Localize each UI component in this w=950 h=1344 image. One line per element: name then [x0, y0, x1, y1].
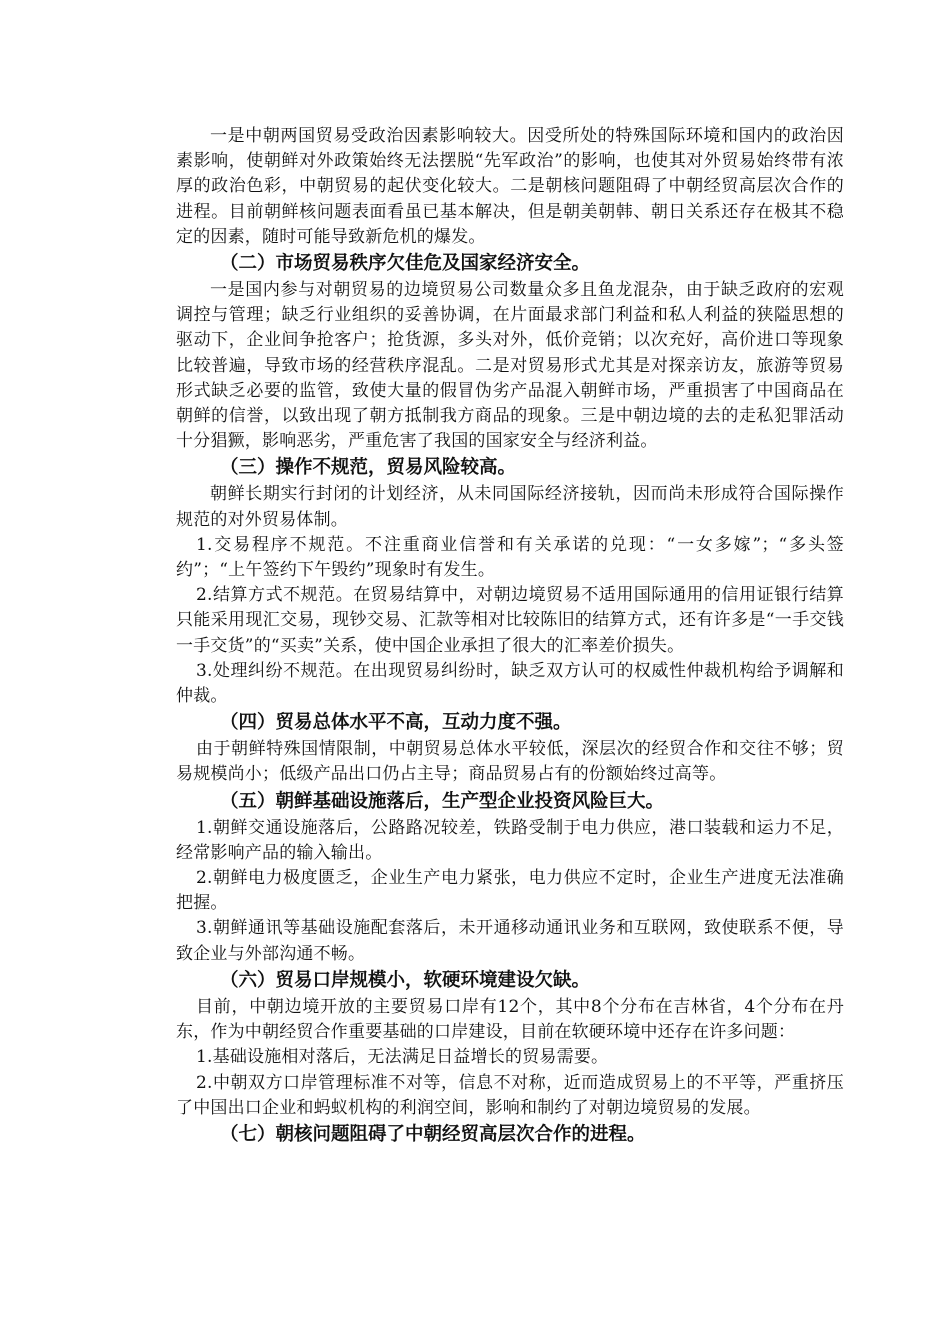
paragraph-ports: 目前，中朝边境开放的主要贸易口岸有12个，其中8个分布在吉林省，4个分布在丹东，作为中朝经贸合作重要基础的口岸建设，目前在软硬环境中还存在许多问题： [176, 996, 844, 1043]
heading-6-ports: （六）贸易口岸规模小，软硬环境建设欠缺。 [220, 969, 591, 991]
list-item-settlement: 2.结算方式不规范。在贸易结算中，对朝边境贸易不适用国际通用的信用证银行结算只能采用现汇交易，现钞交易、汇款等相对比较陈旧的结算方式，还有许多是“一手交钱一手交货”的“买卖”关系，使中国企业承担了很大的汇率差价损失。 [176, 585, 844, 656]
paragraph-market-order: 一是国内参与对朝贸易的边境贸易公司数量众多且鱼龙混杂，由于缺乏政府的宏观调控与管理；缺乏行业组织的妥善协调，在片面最求部门利益和私人利益的狭隘思想的驱动下，企业间争抢客户；抢货源，多头对外，低价竞销；以次充好，高价进口等现象比较普遍，导致市场的经营秩序混乱。二是对贸易形式尤其是对探亲访友，旅游等贸易形式缺乏必要的监管，致使大量的假冒伪劣产品混入朝鲜市场，严重损害了中国商品在朝鲜的信誉，以致出现了朝方抵制我方商品的现象。三是中朝边境的去的走私犯罪活动十分猖獗，影响恶劣，严重危害了我国的国家安全与经济利益。 [176, 280, 844, 452]
list-item-transport: 1.朝鲜交通设施落后，公路路况较差，铁路受制于电力供应，港口装载和运力不足，经常影响产品的输入输出。 [176, 817, 844, 863]
heading-3-operation: （三）操作不规范，贸易风险较高。 [220, 457, 517, 479]
paragraph-political-factors: 一是中朝两国贸易受政治因素影响较大。因受所处的特殊国际环境和国内的政治因素影响，使朝鲜对外政策始终无法摆脱“先军政治”的影响，也使其对外贸易始终带有浓厚的政治色彩，中朝贸易的起伏变化较大。二是朝核问题阻碍了中朝经贸高层次合作的进程。目前朝鲜核问题表面看虽已基本解决，但是朝美朝韩、朝日关系还存在极其不稳定的因素，随时可能导致新危机的爆发。 [176, 126, 844, 247]
list-item-port-facilities: 1.基础设施相对落后，无法满足日益增长的贸易需要。 [196, 1047, 609, 1068]
list-item-disputes: 3.处理纠纷不规范。在出现贸易纠纷时，缺乏双方认可的权威性仲裁机构给予调解和仲裁。 [176, 660, 844, 707]
document-body [176, 124, 844, 1149]
list-item-telecom: 3.朝鲜通讯等基础设施配套落后，未开通移动通讯业务和互联网，致使联系不便，导致企业与外部沟通不畅。 [176, 918, 844, 964]
list-item-electricity: 2.朝鲜电力极度匮乏，企业生产电力紧张，电力供应不定时，企业生产进度无法准确把握。 [176, 868, 844, 914]
list-item-transaction: 1.交易程序不规范。不注重商业信誉和有关承诺的兑现：“一女多嫁”；“多头签约”；“上午签约下午毁约”现象时有发生。 [176, 534, 844, 581]
heading-4-trade-level: （四）贸易总体水平不高，互动力度不强。 [220, 712, 572, 734]
paragraph-planned-economy: 朝鲜长期实行封闭的计划经济，从未同国际经济接轨，因而尚未形成符合国际操作规范的对外贸易体制。 [176, 484, 844, 530]
heading-5-infrastructure: （五）朝鲜基础设施落后，生产型企业投资风险巨大。 [220, 790, 665, 812]
heading-7-nuclear: （七）朝核问题阻碍了中朝经贸高层次合作的进程。 [220, 1123, 646, 1145]
list-item-port-management: 2.中朝双方口岸管理标准不对等，信息不对称，近而造成贸易上的不平等，严重挤压了中国出口企业和蚂蚁机构的利润空间，影响和制约了对朝边境贸易的发展。 [176, 1072, 844, 1118]
heading-2-market-order: （二）市场贸易秩序欠佳危及国家经济安全。 [220, 253, 591, 275]
paragraph-trade-level: 由于朝鲜特殊国情限制，中朝贸易总体水平较低，深层次的经贸合作和交往不够；贸易规模尚小；低级产品出口仍占主导；商品贸易占有的份额始终过高等。 [176, 739, 844, 785]
